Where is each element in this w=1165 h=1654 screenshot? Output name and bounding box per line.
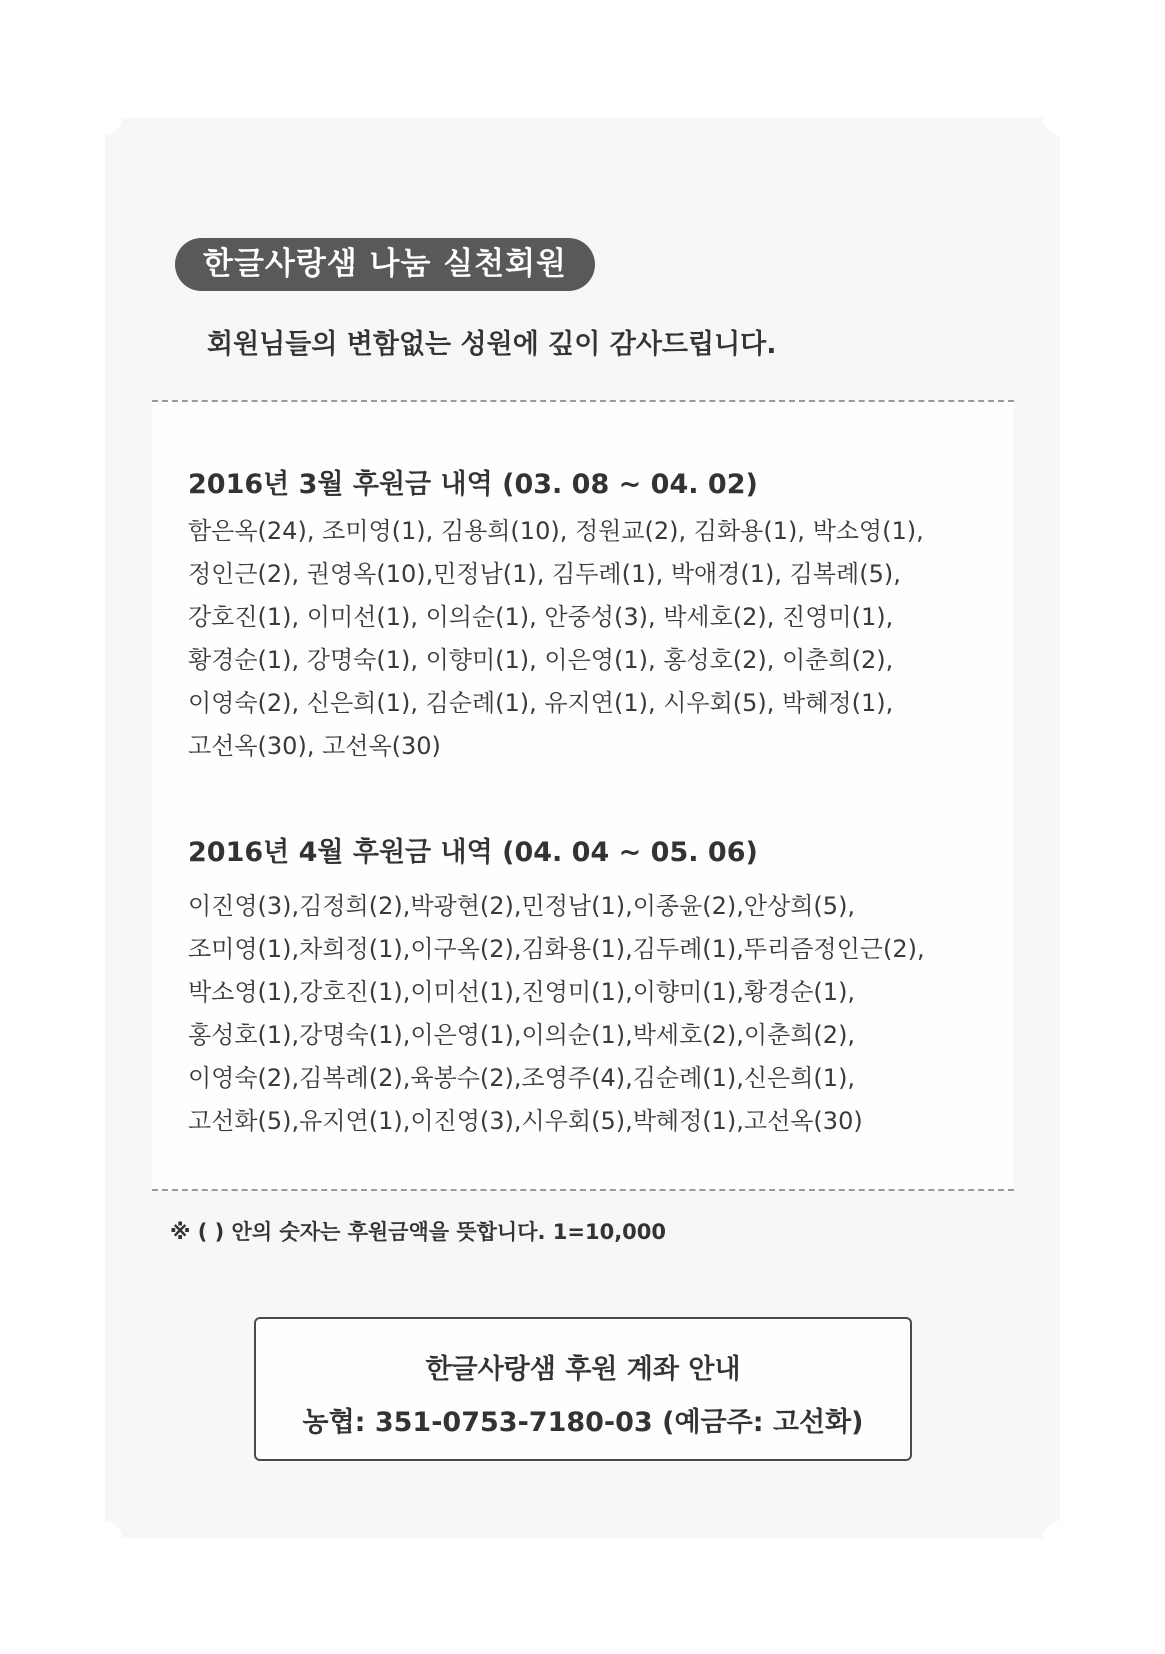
list-item: 고선화(5),유지연(1),이진영(3),시우회(5),박혜정(1),고선옥(30) (188, 1107, 863, 1135)
account-info-box (254, 1317, 912, 1461)
list-item: 이진영(3),김정희(2),박광현(2),민정남(1),이종윤(2),안상희(5), (188, 892, 856, 920)
amount-note: ※ ( ) 안의 숫자는 후원금액을 뜻합니다. 1=10,000 (170, 1220, 667, 1244)
list-item: 정인근(2), 권영옥(10),민정남(1), 김두례(1), 박애경(1), 김복례(5), (188, 560, 901, 588)
account-detail: 농협: 351-0753-7180-03 (예금주: 고선화) (302, 1407, 864, 1438)
list-item: 강호진(1), 이미선(1), 이의순(1), 안중성(3), 박세호(2), 진영미(1), (188, 603, 894, 631)
account-title: 한글사랑샘 후원 계좌 안내 (425, 1354, 741, 1385)
corner-notch (1043, 1521, 1077, 1555)
list-item: 황경순(1), 강명숙(1), 이향미(1), 이은영(1), 홍성호(2), 이춘희(2), (188, 646, 894, 674)
list-item: 이영숙(2), 신은희(1), 김순례(1), 유지연(1), 시우회(5), 박혜정(1), (188, 689, 894, 717)
section-title-march: 2016년 3월 후원금 내역 (03. 08 ~ 04. 02) (188, 469, 758, 500)
page-title: 한글사랑샘 나눔 실천회원 (175, 238, 595, 291)
corner-notch (88, 101, 122, 135)
corner-notch (1043, 101, 1077, 135)
list-item: 박소영(1),강호진(1),이미선(1),진영미(1),이향미(1),황경순(1), (188, 978, 856, 1006)
thanks-message: 회원님들의 변함없는 성원에 깊이 감사드립니다. (207, 329, 777, 360)
list-item: 홍성호(1),강명숙(1),이은영(1),이의순(1),박세호(2),이춘희(2), (188, 1021, 856, 1049)
list-item: 함은옥(24), 조미영(1), 김용희(10), 정원교(2), 김화용(1), 박소영(1), (188, 517, 924, 545)
donor-list-march (188, 510, 1008, 768)
list-item: 조미영(1),차희정(1),이구옥(2),김화용(1),김두례(1),뚜리즘정인근(2), (188, 935, 925, 963)
list-item: 고선옥(30), 고선옥(30) (188, 732, 441, 760)
corner-notch (88, 1521, 122, 1555)
donor-list-april (188, 885, 1008, 1143)
list-item: 이영숙(2),김복례(2),육봉수(2),조영주(4),김순례(1),신은희(1), (188, 1064, 856, 1092)
divider (152, 1189, 1014, 1191)
section-title-april: 2016년 4월 후원금 내역 (04. 04 ~ 05. 06) (188, 837, 758, 868)
divider (152, 400, 1014, 402)
